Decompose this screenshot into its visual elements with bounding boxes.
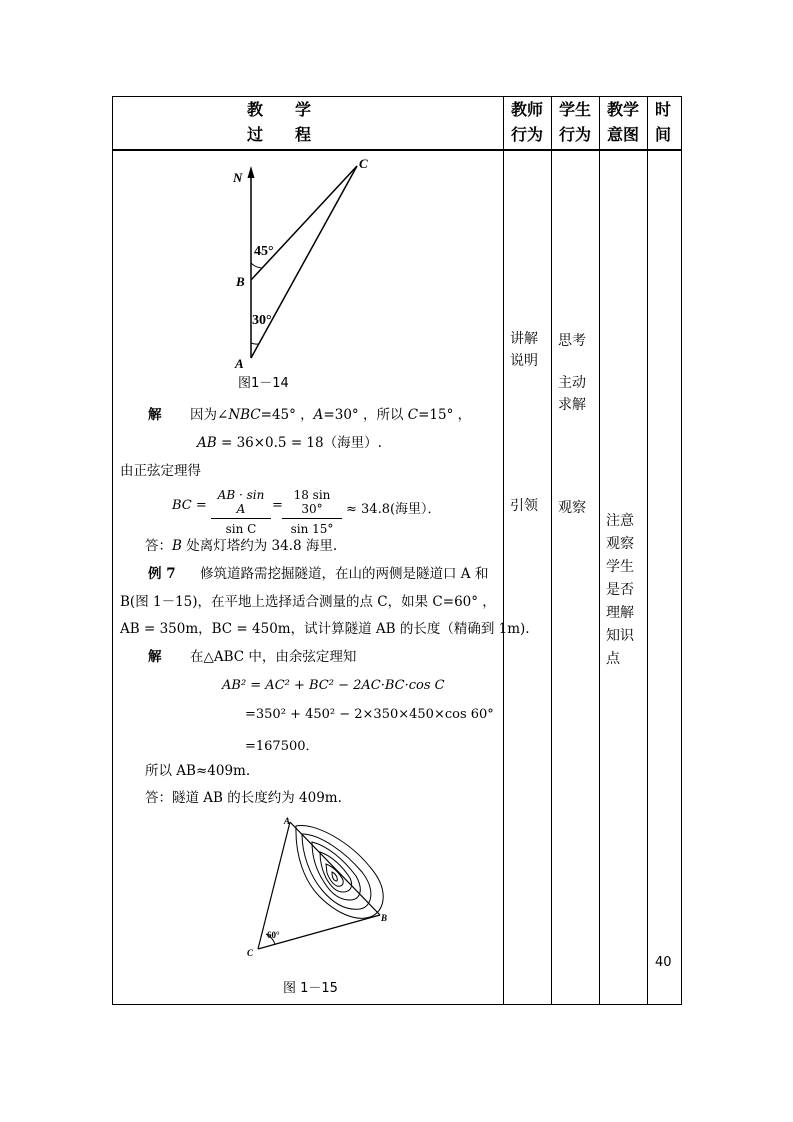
answer-prefix: 答：	[145, 538, 172, 554]
fraction-1-numerator: AB · sin A	[211, 488, 271, 519]
header-time: 时间	[654, 100, 671, 144]
column-divider-student	[599, 96, 600, 1005]
teacher-action-guide: 引领	[510, 498, 538, 514]
solution-line-2	[197, 434, 382, 452]
example-7-solution-intro: 在△ABC 中，由余弦定理知	[190, 649, 357, 665]
label-c: C	[359, 156, 368, 171]
table-top-border	[112, 96, 682, 97]
answer-ex6	[145, 537, 337, 555]
table-header-bottom-border	[112, 149, 682, 151]
table-right-border	[681, 96, 682, 1005]
label-a-fig15: A	[284, 816, 291, 826]
angle-arc-45	[251, 263, 263, 268]
step2-rest: = 36×0.5 = 18（海里）.	[216, 435, 382, 451]
step1-text-b: =45° ，	[260, 407, 314, 423]
bc-lhs: BC =	[172, 498, 207, 513]
solution-label-ex6: 解	[148, 407, 162, 423]
label-b: B	[236, 274, 245, 289]
fraction-2-numerator: 18 sin 30°	[282, 488, 342, 519]
north-arrow-icon	[248, 166, 255, 178]
bc-result: ≈ 34.8(海里）．	[346, 502, 441, 517]
solution-label-ex7: 解	[148, 649, 162, 665]
angle-label-45: 45°	[254, 244, 274, 259]
fraction-1-denominator: sin C	[225, 522, 257, 536]
column-divider-teacher	[551, 96, 552, 1005]
teaching-intent-note: 注意观察学生是否理解知识点	[606, 513, 634, 667]
header-process-line2: 过 程	[247, 125, 312, 144]
figure-1-15-caption: 图 1－15	[283, 981, 338, 996]
example-7-line-1: 修筑道路需挖掘隧道，在山的两侧是隧道口 A 和	[200, 566, 489, 582]
step1-nbc: NBC	[228, 407, 261, 423]
header-process-line1: 教 学	[247, 100, 312, 119]
cosine-law-eq-3: =167500．	[245, 739, 319, 754]
line-ab	[290, 822, 380, 915]
figure-1-14	[225, 150, 385, 370]
step2-ab: AB	[197, 435, 217, 451]
label-a: A	[235, 356, 244, 370]
cosine-law-eq-1: AB² = AC² + BC² − 2AC·BC·cos C	[222, 678, 445, 693]
step1-text-d: =15° ，	[418, 407, 472, 423]
label-n: N	[233, 170, 243, 185]
header-teacher-behavior: 教师行为	[510, 100, 543, 144]
answer-b: B	[172, 538, 182, 554]
step1-c-var: C	[407, 407, 419, 423]
angle-label-30: 30°	[252, 313, 272, 328]
column-divider-process	[503, 96, 504, 1005]
example-7-conclusion: 所以 AB≈409m.	[145, 763, 251, 779]
fraction-2	[282, 488, 342, 536]
solution-line-1	[190, 406, 471, 424]
label-b-fig15: B	[381, 913, 388, 923]
student-action-solve: 主动求解	[558, 375, 586, 413]
example-7-answer: 答：隧道 AB 的长度约为 409m.	[145, 790, 342, 806]
step1-text-a: 因为∠	[190, 407, 229, 423]
time-value: 40	[655, 955, 672, 970]
header-student-behavior: 学生行为	[558, 100, 591, 144]
student-action-observe: 观察	[558, 500, 586, 516]
student-action-think: 思考	[558, 333, 586, 349]
column-divider-intent	[647, 96, 648, 1005]
table-left-border	[112, 96, 113, 1005]
step1-text-c: =30° ，所以	[323, 407, 408, 423]
label-c-fig15: C	[247, 948, 254, 958]
figure-1-14-caption: 图1－14	[238, 376, 289, 391]
fraction-1	[211, 488, 271, 536]
angle-arc-30	[251, 343, 258, 344]
equals-sign-1: =	[272, 498, 283, 513]
example-7-line-3: AB = 350m，BC = 450m，试计算隧道 AB 的长度（精确到 1m).	[120, 621, 530, 637]
table-bottom-border	[112, 1004, 682, 1005]
teacher-action-explain: 讲解说明	[510, 331, 538, 369]
example-7-label: 例 7	[148, 566, 176, 582]
law-of-sines-intro: 由正弦定理得	[120, 463, 201, 479]
cosine-law-eq-2: =350² + 450² − 2×350×450×cos 60°	[245, 707, 494, 722]
angle-label-60: 60°	[267, 930, 280, 940]
answer-rest: 处离灯塔约为 34.8 海里.	[181, 538, 338, 554]
step1-a-var: A	[313, 407, 324, 423]
figure-1-15	[240, 812, 400, 962]
header-teaching-intent: 教学意图	[606, 100, 639, 144]
example-7-line-2: B(图 1－15)，在平地上选择适合测量的点 C，如果 C=60° ，	[120, 594, 496, 610]
fraction-2-denominator: sin 15°	[290, 522, 334, 536]
